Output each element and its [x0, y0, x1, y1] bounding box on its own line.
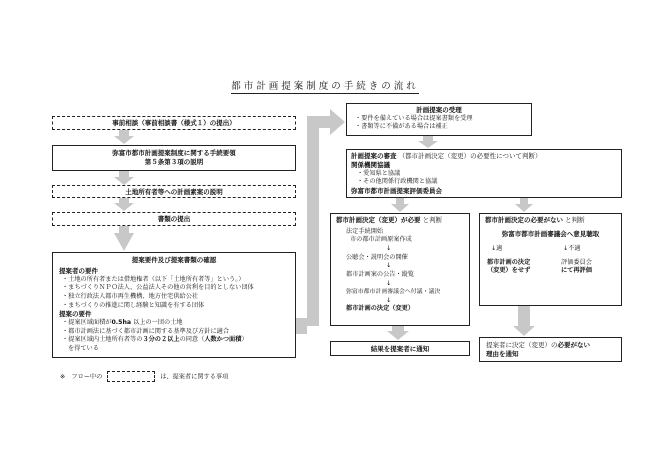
- notify-reason-line2: 理由を通知: [486, 349, 519, 358]
- needed-step-arrow: ↓: [386, 245, 392, 253]
- arrow-down-2: [114, 170, 134, 185]
- needed-box: [330, 213, 470, 326]
- reception-item: ・書類等に不備がある場合は補正: [355, 123, 448, 131]
- notify-result-text: 結果を提案者に通知: [370, 345, 430, 353]
- not-needed-council: 弥富市都市計画審議会へ意見聴取: [501, 229, 600, 238]
- proposal-item-text: 以上の一団の土地: [133, 318, 183, 326]
- review-box: [346, 149, 622, 198]
- review-item: ・愛知県と協議: [357, 169, 401, 177]
- landowner-explain-text: 土地所有者等への計画素案の説明: [125, 188, 223, 196]
- proposal-item: ・都市計画法に基づく都市計画に関する基準及び方針に適合: [62, 327, 230, 335]
- needed-step-arrow: ↓: [386, 279, 392, 287]
- arrow-down-3: [114, 196, 134, 211]
- arrow-down-4: [114, 226, 134, 251]
- proposal-item-text: ・提案区域内土地所有者等の: [62, 336, 143, 344]
- no-change-line: 都市計画の決定: [487, 258, 531, 266]
- proposer-item: ・土地の所有者または借地権者（以下「土地所有者等」という。）: [62, 275, 245, 283]
- needed-heading: [336, 216, 464, 225]
- proposer-item: ・独立行政法人都市再生機構、地方住宅供給公社: [62, 292, 199, 300]
- proposal-item-text: ・提案区域面積が: [62, 318, 112, 326]
- proposal-item-text: の同意（: [179, 336, 205, 344]
- not-needed-box: [479, 213, 622, 306]
- branch-inappropriate: ↓不適: [563, 244, 581, 252]
- submit-docs-text: 書類の提出: [157, 215, 191, 223]
- briefing-box: [52, 145, 296, 171]
- reception-item: ・要件を備えている場合は提案書類を受理: [355, 114, 473, 122]
- not-needed-branches: [485, 245, 616, 285]
- needed-step: 弥富市都市計画審議会へ付議・議決: [346, 289, 441, 296]
- arrow-down-7: [387, 326, 409, 340]
- page-title-text: 都市計画提案制度の手続きの流れ: [231, 81, 419, 92]
- proposal-item: を得ている: [68, 345, 99, 352]
- not-needed-heading: [485, 216, 616, 225]
- notify-reason-box: [479, 337, 622, 362]
- proposer-heading: 提案者の要件: [59, 266, 98, 275]
- review-item: ・その他関係行政機関と協議: [357, 178, 438, 186]
- page-title: [0, 78, 650, 92]
- needed-heading-sub: と判断: [422, 216, 443, 224]
- briefing-line1: 弥富市都市計画提案制度に関する手続要領: [112, 149, 236, 157]
- proposal-item-consent: [62, 336, 289, 345]
- pre-consult-box: [52, 116, 296, 130]
- not-needed-heading-sub: と判断: [565, 216, 585, 224]
- review-consult-heading: 関係機関協議: [351, 160, 390, 169]
- proposer-item: ・まちづくりＮＰＯ法人、公益法人その他の営利を目的としない団体: [62, 284, 254, 292]
- review-committee: 弥富市都市計画提案評価委員会: [351, 186, 442, 195]
- legend-dashed-sample: [107, 371, 155, 382]
- requirements-box: [52, 252, 296, 358]
- reeval-label: [561, 259, 592, 276]
- branch-appropriate: ↓適: [491, 244, 503, 252]
- briefing-line2: 第５条第３項の説明: [144, 157, 204, 166]
- proposal-item-text: ）: [241, 336, 248, 344]
- proposal-item-emph: ３分の２以上: [142, 336, 180, 344]
- needed-step-arrow: ↓: [386, 262, 392, 270]
- needed-step: 都市計画案の公告・縦覧: [346, 271, 415, 279]
- notify-reason-line1: [486, 341, 615, 350]
- requirements-heading: 提案要件及び提案書類の確認: [131, 256, 217, 264]
- proposer-items: [59, 276, 289, 311]
- not-needed-heading-main: 都市計画決定の必要がない: [485, 216, 563, 224]
- legend-note-prefix: ※ フロー中の: [60, 373, 103, 381]
- needed-steps: [336, 228, 464, 314]
- reeval-line: 評価委員会: [561, 258, 592, 266]
- needed-step: 法定手続開始: [346, 227, 384, 235]
- arrow-down-6-right: [515, 198, 533, 212]
- review-heading-main: 計画提案の審査: [351, 152, 397, 160]
- proposal-item-emph: 人数かつ面積: [204, 336, 242, 344]
- pre-consult-text: 事前相談（事前相談書（様式１）の提出）: [112, 119, 236, 127]
- landowner-explain-box: [52, 185, 296, 198]
- arrow-down-1: [114, 129, 134, 144]
- proposal-heading: 提案の要件: [59, 310, 92, 319]
- proposal-item-area: [62, 319, 289, 328]
- reeval-line: にて再評価: [561, 267, 592, 275]
- no-change-line: （変更）をせず: [487, 267, 531, 275]
- needed-final: 都市計画の決定（変更）: [346, 305, 415, 313]
- notify-reason-emph: 必要がない: [557, 341, 590, 349]
- needed-step-arrow: ↓: [386, 296, 392, 304]
- proposer-item: ・まちづくりの推進に関し経験と知識を有する団体: [62, 301, 205, 309]
- proposal-items: [59, 319, 289, 354]
- needed-heading-main: 都市計画決定（変更）が必要: [336, 216, 421, 224]
- review-heading-sub: （都市計画決定（変更）の必要性について判断）: [398, 152, 542, 160]
- notify-result-box: [330, 341, 470, 356]
- needed-step: 公聴会・説明会の開催: [346, 253, 408, 261]
- needed-step: 市の都市計画原案作成: [350, 236, 412, 244]
- legend-note: [60, 371, 228, 382]
- reception-box: [346, 103, 532, 136]
- legend-note-suffix: は、提案者に関する事項: [160, 373, 229, 381]
- arrow-down-6-left: [391, 198, 409, 212]
- submit-docs-box: [52, 212, 296, 226]
- reception-heading: 計画提案の受理: [416, 106, 462, 114]
- arrow-down-5: [418, 136, 438, 148]
- review-heading: [351, 152, 617, 161]
- arrow-down-8: [513, 306, 535, 336]
- proposal-item-emph: 0.5ha: [111, 318, 132, 326]
- no-change-label: [487, 259, 530, 276]
- notify-reason-text: 提案者に決定（変更）の: [486, 341, 558, 349]
